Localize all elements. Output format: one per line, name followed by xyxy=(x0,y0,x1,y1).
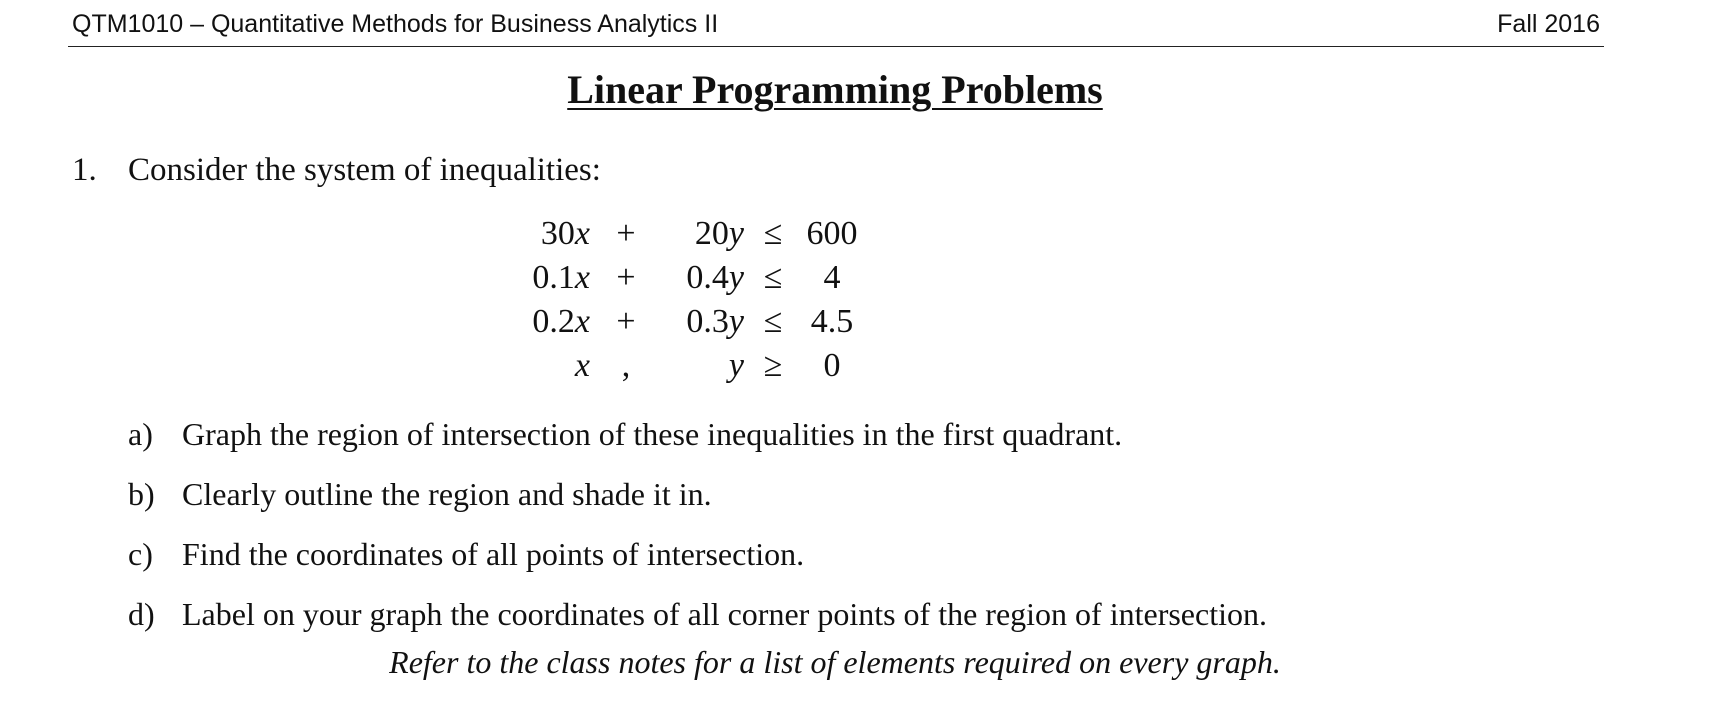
variable: y xyxy=(728,303,744,340)
variable: y xyxy=(728,215,744,252)
term-label: Fall 2016 xyxy=(1497,10,1600,38)
part-text: Graph the region of intersection of these inequalities in the first quadrant. xyxy=(182,416,1123,452)
part-item xyxy=(128,532,1267,592)
part-text: Label on your graph the coordinates of all corner points of the region of intersection. xyxy=(182,596,1267,632)
part-item xyxy=(128,412,1267,472)
inequality-row xyxy=(500,256,862,300)
relation-symbol: ≤ xyxy=(763,259,783,296)
variable: y xyxy=(728,347,744,384)
relation-symbol: ≤ xyxy=(763,215,783,252)
part-label: c) xyxy=(128,536,153,572)
problem-number: 1. xyxy=(72,152,97,188)
coefficient: 30 xyxy=(540,215,575,252)
instruction-note: Refer to the class notes for a list of elements required on every graph. xyxy=(389,644,1281,680)
inequality-row xyxy=(500,212,862,256)
variable: x xyxy=(574,347,590,384)
right-hand-side: 4 xyxy=(823,259,841,296)
problem-statement xyxy=(72,152,601,189)
course-title: QTM1010 – Quantitative Methods for Business Analytics II xyxy=(72,10,719,38)
coefficient: 0.1 xyxy=(532,259,575,296)
right-hand-side: 4.5 xyxy=(810,303,854,340)
part-text: Find the coordinates of all points of intersection. xyxy=(182,536,805,572)
separator: , xyxy=(621,347,631,384)
inequality-row xyxy=(500,344,862,388)
variable: y xyxy=(728,259,744,296)
page-title: Linear Programming Problems xyxy=(567,67,1103,112)
right-hand-side: 0 xyxy=(823,347,841,384)
coefficient: 0.2 xyxy=(532,303,575,340)
part-label: d) xyxy=(128,596,155,632)
part-label: a) xyxy=(128,416,153,452)
part-item xyxy=(128,472,1267,532)
page-header xyxy=(68,6,1604,47)
variable: x xyxy=(574,215,590,252)
variable: x xyxy=(574,259,590,296)
right-hand-side: 600 xyxy=(806,215,858,252)
coefficient: 20 xyxy=(694,215,729,252)
relation-symbol: ≥ xyxy=(763,347,783,384)
variable: x xyxy=(574,303,590,340)
part-item xyxy=(128,592,1267,652)
inequality-system xyxy=(500,212,862,388)
part-text: Clearly outline the region and shade it in. xyxy=(182,476,712,512)
problem-prompt: Consider the system of inequalities: xyxy=(128,152,601,188)
inequality-row xyxy=(500,300,862,344)
relation-symbol: ≤ xyxy=(763,303,783,340)
problem-parts xyxy=(128,412,1267,652)
operator: + xyxy=(616,259,636,296)
operator: + xyxy=(616,303,636,340)
coefficient: 0.4 xyxy=(686,259,729,296)
operator: + xyxy=(616,215,636,252)
coefficient: 0.3 xyxy=(686,303,729,340)
part-label: b) xyxy=(128,476,155,512)
